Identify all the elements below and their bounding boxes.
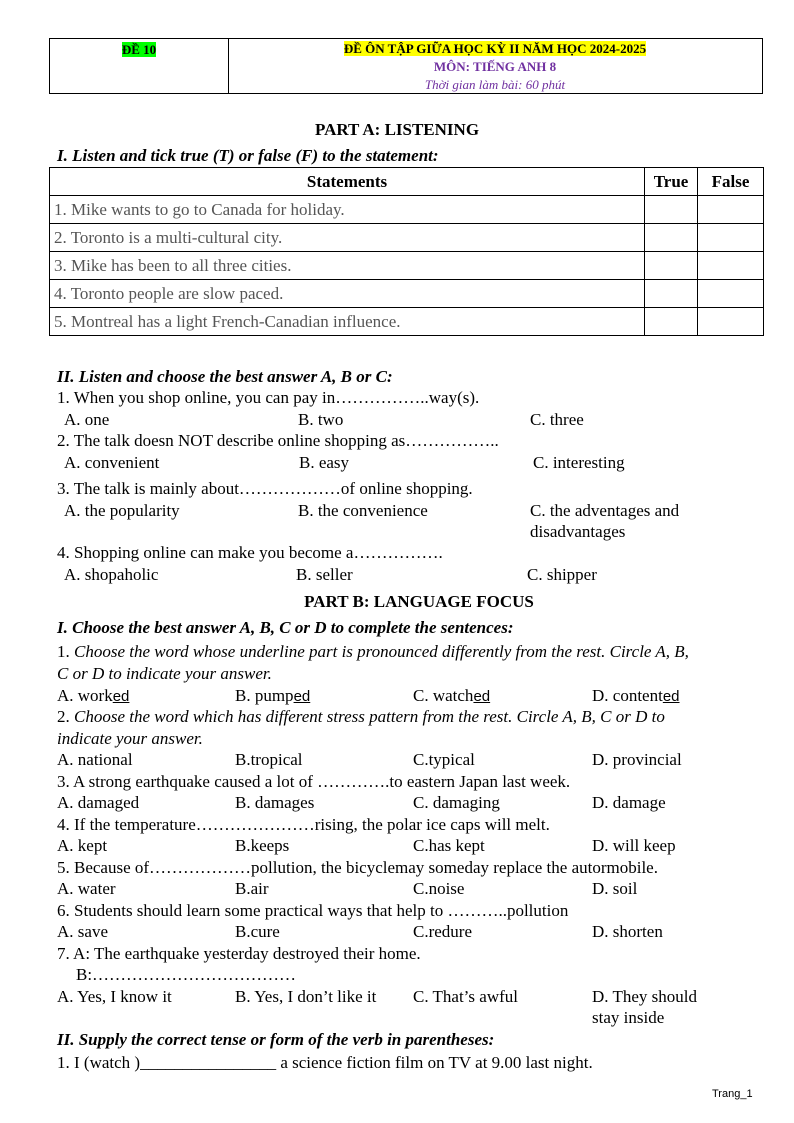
question-text: 4. Shopping online can make you become a……………. (57, 543, 443, 562)
part-b-title: PART B: LANGUAGE FOCUS (304, 592, 534, 611)
option-a[interactable]: A. shopaholic (64, 565, 159, 584)
true-cell[interactable] (645, 252, 698, 280)
false-cell[interactable] (698, 308, 764, 336)
exam-code: ĐỀ 10 (121, 42, 157, 57)
option-c[interactable]: C. three (530, 410, 584, 429)
question-number: 1. (57, 642, 70, 661)
table-row (50, 252, 764, 280)
option-b[interactable]: B. seller (296, 565, 353, 584)
option-d-cont: stay inside (592, 1008, 665, 1027)
option-c-line1: C. the adventages and (530, 501, 680, 520)
table-header-row (50, 168, 764, 196)
option-a[interactable]: A. Yes, I know it (57, 987, 172, 1006)
option-d[interactable]: D. shorten (592, 922, 663, 941)
statement: 1. Mike wants to go to Canada for holiday. (50, 196, 645, 224)
statement: 2. Toronto is a multi-cultural city. (50, 224, 645, 252)
option-c[interactable]: C. damaging (413, 793, 500, 812)
part-a-title: PART A: LISTENING (314, 120, 480, 139)
option-a[interactable]: A. kept (57, 836, 108, 855)
option-b-text: B. pump (235, 686, 294, 705)
table-row (50, 224, 764, 252)
table-row (50, 308, 764, 336)
option-d[interactable]: D. damage (592, 793, 666, 812)
question-text: 1. When you shop online, you can pay in……………..way(s). (57, 388, 480, 407)
part-b-sec2-title: II. Supply the correct tense or form of the verb in parentheses: (57, 1030, 495, 1049)
table-row (50, 280, 764, 308)
option-b[interactable]: B.air (235, 879, 269, 898)
option-d-text: D. content (592, 686, 663, 705)
part-a-sec2-title: II. Listen and choose the best answer A, B or C: (57, 367, 393, 386)
option-a[interactable]: A. convenient (64, 453, 160, 472)
question-instruction: Choose the word which has different stress pattern from the rest. Circle A, B, C or D to (74, 707, 665, 726)
option-a[interactable]: A. one (64, 410, 110, 429)
option-c[interactable]: C. interesting (533, 453, 625, 472)
option-b[interactable]: B. easy (299, 453, 350, 472)
option-d[interactable]: D. soil (592, 879, 638, 898)
page-number: Trang_1 (712, 1088, 753, 1100)
question-number: 2. (57, 707, 70, 726)
option-a-underlined: ed (112, 688, 130, 705)
statement: 5. Montreal has a light French-Canadian influence. (50, 308, 645, 336)
option-d[interactable]: D. provincial (592, 750, 682, 769)
question-text: 2. The talk doesn NOT describe online shopping as…………….. (57, 431, 499, 450)
statement: 4. Toronto people are slow paced. (50, 280, 645, 308)
col-false: False (698, 168, 764, 196)
option-a[interactable]: A. save (57, 922, 108, 941)
question-instruction-cont: indicate your answer. (57, 729, 203, 748)
option-b[interactable]: B.cure (235, 922, 280, 941)
exam-time: Thời gian làm bài: 60 phút (424, 77, 566, 92)
true-cell[interactable] (645, 196, 698, 224)
part-b-sec1-title: I. Choose the best answer A, B, C or D to complete the sentences: (57, 618, 514, 637)
header-code-cell (50, 39, 229, 93)
option-c-line2: disadvantages (530, 522, 626, 541)
false-cell[interactable] (698, 224, 764, 252)
true-cell[interactable] (645, 280, 698, 308)
option-a[interactable]: A. water (57, 879, 116, 898)
option-b[interactable]: B.keeps (235, 836, 290, 855)
question-text: 5. Because of………………pollution, the bicyclemay someday replace the autormobile. (57, 858, 658, 877)
option-c-text: C. watch (413, 686, 474, 705)
option-b[interactable]: B.tropical (235, 750, 303, 769)
option-c[interactable]: C.noise (413, 879, 465, 898)
question-text: 7. A: The earthquake yesterday destroyed their home. (57, 944, 421, 963)
option-b[interactable]: B. the convenience (298, 501, 428, 520)
question-text: 1. I (watch )________________ a science fiction film on TV at 9.00 last night. (57, 1053, 593, 1072)
header-box (49, 38, 763, 94)
option-c-underlined: ed (473, 688, 491, 705)
option-c[interactable] (413, 686, 490, 706)
option-c[interactable]: C.redure (413, 922, 473, 941)
question-text-b: B:……………………………… (76, 965, 297, 984)
exam-title: ĐỀ ÔN TẬP GIỮA HỌC KỲ II NĂM HỌC 2024-2025 (343, 41, 647, 56)
option-d[interactable]: D. They should (592, 987, 697, 1006)
false-cell[interactable] (698, 252, 764, 280)
option-c[interactable]: C. shipper (527, 565, 597, 584)
option-b[interactable]: B. two (298, 410, 344, 429)
option-b[interactable] (235, 686, 310, 706)
option-d[interactable] (592, 686, 680, 706)
false-cell[interactable] (698, 196, 764, 224)
true-false-table (49, 167, 764, 336)
false-cell[interactable] (698, 280, 764, 308)
question-text: 3. A strong earthquake caused a lot of ………….to eastern Japan last week. (57, 772, 571, 791)
question-text: 4. If the temperature…………………rising, the polar ice caps will melt. (57, 815, 550, 834)
col-statements: Statements (50, 168, 645, 196)
header-title-cell (228, 39, 762, 93)
col-true: True (645, 168, 698, 196)
option-b-underlined: ed (293, 688, 311, 705)
question-instruction: Choose the word whose underline part is pronounced differently from the rest. Circle A, B, (74, 642, 689, 661)
option-c[interactable] (530, 501, 748, 521)
part-a-sec1-title: I. Listen and tick true (T) or false (F) to the statement: (57, 146, 439, 165)
table-row (50, 196, 764, 224)
question-text (57, 642, 689, 662)
question-instruction-cont: C or D to indicate your answer. (57, 664, 272, 683)
option-c[interactable]: C.typical (413, 750, 475, 769)
option-a[interactable]: A. national (57, 750, 133, 769)
option-a[interactable] (57, 686, 129, 706)
statement: 3. Mike has been to all three cities. (50, 252, 645, 280)
question-text: 3. The talk is mainly about………………of online shopping. (57, 479, 473, 498)
question-text (57, 707, 665, 727)
option-a-text: A. work (57, 686, 113, 705)
option-b[interactable]: B. Yes, I don’t like it (235, 987, 377, 1006)
option-a[interactable]: A. damaged (57, 793, 140, 812)
option-c[interactable]: C. That’s awful (413, 987, 518, 1006)
question-text: 6. Students should learn some practical ways that help to ………..pollution (57, 901, 569, 920)
option-b[interactable]: B. damages (235, 793, 315, 812)
option-d-underlined: ed (662, 688, 680, 705)
option-c[interactable]: C.has kept (413, 836, 485, 855)
true-cell[interactable] (645, 308, 698, 336)
true-cell[interactable] (645, 224, 698, 252)
exam-subject: MÔN: TIẾNG ANH 8 (433, 59, 557, 74)
option-d[interactable]: D. will keep (592, 836, 676, 855)
option-a[interactable]: A. the popularity (64, 501, 180, 520)
